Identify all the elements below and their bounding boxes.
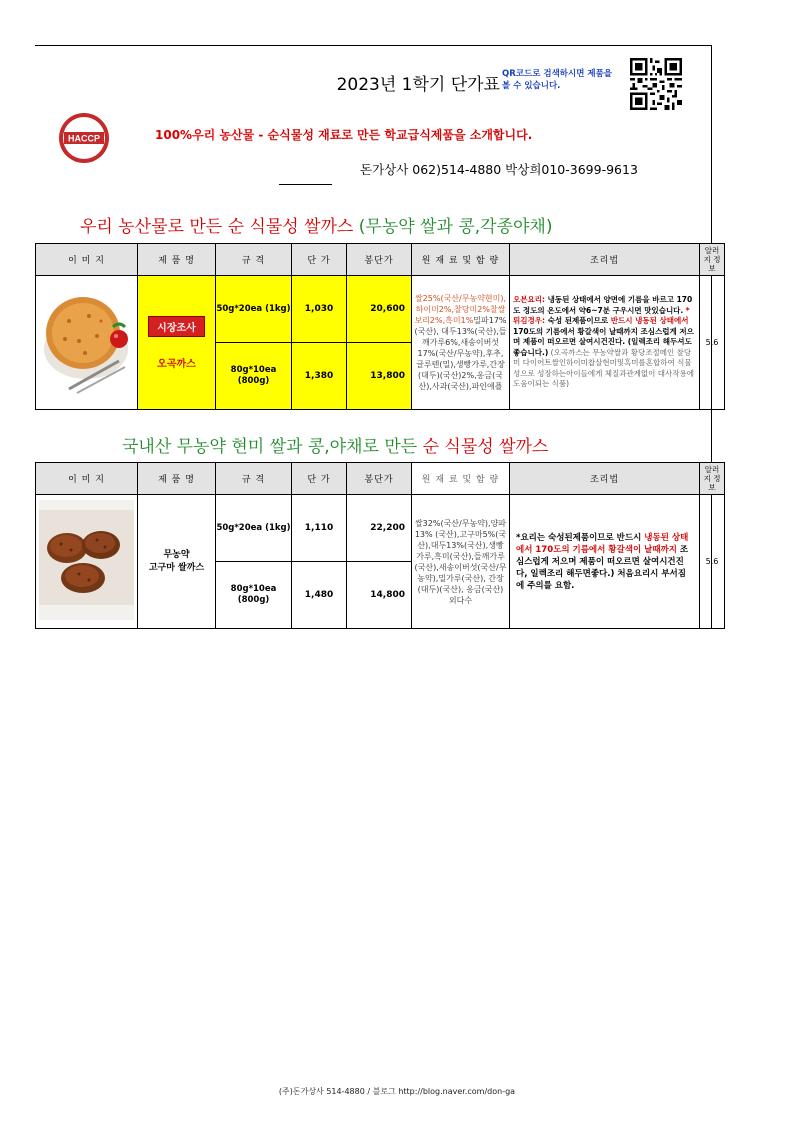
haccp-logo-text: HACCP — [67, 133, 101, 144]
pack-price-cell: 20,600 — [347, 276, 412, 343]
spec-cell: 80g*10ea (800g) — [216, 343, 292, 410]
product-table-1 — [35, 243, 725, 410]
col-rating: 알러 지 정 보 — [700, 463, 725, 495]
qr-code-icon[interactable] — [630, 58, 682, 110]
rating-cell: 5.6 — [700, 276, 725, 410]
product-table-2 — [35, 462, 725, 629]
cooking-cell — [510, 276, 700, 410]
spec-cell: 50g*20ea (1kg) — [216, 495, 292, 562]
col-cooking: 조리법 — [510, 244, 700, 276]
spec-cell: 50g*20ea (1kg) — [216, 276, 292, 343]
sweet-potato-cutlet-image — [39, 500, 134, 620]
col-unit-price: 단 가 — [292, 463, 347, 495]
table-row — [36, 495, 725, 562]
cook-fry-label: *튀김경우: — [513, 305, 690, 326]
col-pack-price: 봉단가 — [347, 463, 412, 495]
product-image-cell — [36, 495, 138, 629]
pack-price-cell: 14,800 — [347, 562, 412, 629]
cooking-cell — [510, 495, 700, 629]
pack-price-cell: 13,800 — [347, 343, 412, 410]
pack-price-cell: 22,200 — [347, 495, 412, 562]
table-header-row — [36, 463, 725, 495]
intro-line — [155, 126, 595, 143]
ingredients-grain: 쌀25%(국산/무농약현미),하이미2%,찰당미2%찰쌀보리2%,흑미1% — [414, 294, 507, 325]
ingredients-cell — [412, 276, 510, 410]
intro-prefix: 100%우리 농산물 — [155, 128, 255, 142]
col-rating: 알러 지 정 보 — [700, 244, 725, 276]
cook-oven-text: 냉동된 상태에서 양면에 기름을 바르고 170도 정도의 온도에서 약6~7분 구우시면 맛있습니다. — [513, 295, 693, 315]
section1-title — [80, 212, 552, 237]
cook-fry-red: 반드시 냉동된 상태에서 — [610, 316, 689, 326]
page-title: 2023년 1학기 단가표 — [336, 75, 500, 95]
cook-fry-text-b: 170도의 기름에서 황갈색이 날때까지 조심스럽게 저으며 제품이 떠오르면 살여시건진다. (일렉조리 해두셔도 좋습니다.) — [513, 326, 694, 357]
section2-title — [122, 432, 548, 457]
cook-text-a: *요리는 숙성된제품이므로 반드시 — [516, 532, 645, 543]
divider — [279, 184, 332, 185]
col-unit-price: 단 가 — [292, 244, 347, 276]
cook-oven-label: 오븐요리: — [513, 295, 545, 305]
product-name: 오곡까스 — [157, 358, 196, 370]
unit-price-cell: 1,110 — [292, 495, 347, 562]
qr-note: QR코드로 검색하시면 제품을 볼 수 있습니다. — [502, 69, 613, 91]
page-frame-top — [35, 45, 711, 46]
intro-rest: - 순식물성 재료로 만든 학교급식제품을 소개합니다. — [254, 128, 533, 142]
product-name-cell — [138, 495, 216, 629]
unit-price-cell: 1,480 — [292, 562, 347, 629]
ingredients-cell: 쌀32%(국산/무농약),양파13% (국산),고구마5%(국산),대두13%(국산),생빵가루,흑미(국산),들깨가루(국산),새송이버섯(국산/무농약),밀가루(국산), 간장(대두)(국산), 옹금(국산)외다수 — [412, 495, 510, 629]
col-image: 이 미 지 — [36, 244, 138, 276]
product-name-cell — [138, 276, 216, 410]
cook-fry-text-a: 숙성 된제품이므로 — [544, 316, 611, 326]
haccp-logo — [58, 112, 110, 164]
ingredients-rest: 밀파17%(국산), 대두13%(국산),들깨가루6%,새송이버섯17%(국산/무농약),후추,글루텐(밀),생빵가루,간장(대두)(국산)2%,옹금(국산),사과(국산),파인애플 — [414, 316, 507, 391]
cook-text-red: 냉동된 상태에서 170도의 기름에서 황갈색이 날때까지 — [516, 532, 689, 555]
col-pack-price: 봉단가 — [347, 244, 412, 276]
col-ingredients: 원 재 료 및 함 량 — [412, 463, 510, 495]
section2-title-green: 국내산 무농약 현미 쌀과 콩,야채로 만든 — [122, 437, 423, 457]
cook-note: (오곡까스는 무농약쌀과 황당조절메인 찰당미 다이어트쌀인하이미찹살현미및흑미를혼합하여 식물성으로 성장하는아이들에게 체질과관계없이 대사작용에 도움이되는 식품) — [513, 347, 695, 389]
rating-cell: 5.6 — [700, 495, 725, 629]
col-image: 이 미 지 — [36, 463, 138, 495]
product-name-line2: 고구마 쌀까스 — [148, 562, 205, 573]
col-name: 제 품 명 — [138, 244, 216, 276]
rice-cutlet-image — [39, 281, 134, 401]
spec-cell: 80g*10ea (800g) — [216, 562, 292, 629]
cook-text-b: 조심스럽게 저으며 제품이 떠오르면 살여시건진다, 일렉조리 해두면좋다.) 처음요리시 부서짐에 주의를 요함. — [516, 544, 689, 591]
contact-info: 돈가상사 062)514-4880 박상희010-3699-9613 — [360, 162, 638, 177]
col-spec: 규 격 — [216, 244, 292, 276]
table-header-row — [36, 244, 725, 276]
col-ingredients: 원 재 료 및 함 량 — [412, 244, 510, 276]
section2-title-red: 순 식물성 쌀까스 — [422, 437, 549, 457]
product-image-cell — [36, 276, 138, 410]
section1-title-red: 우리 농산물로 만든 순 식물성 쌀까스 — [80, 217, 359, 237]
footer: (주)돈가상사 514-4880 / 블로그 http://blog.naver.com/don-ga — [278, 1087, 516, 1096]
col-cooking: 조리법 — [510, 463, 700, 495]
unit-price-cell: 1,030 — [292, 276, 347, 343]
product-name-line1: 무농약 — [163, 549, 190, 560]
table-row — [36, 276, 725, 343]
unit-price-cell: 1,380 — [292, 343, 347, 410]
col-spec: 규 격 — [216, 463, 292, 495]
market-survey-badge[interactable]: 시장조사 — [148, 316, 205, 337]
section1-title-green: (무농약 쌀과 콩,각종야채) — [358, 217, 553, 237]
col-name: 제 품 명 — [138, 463, 216, 495]
